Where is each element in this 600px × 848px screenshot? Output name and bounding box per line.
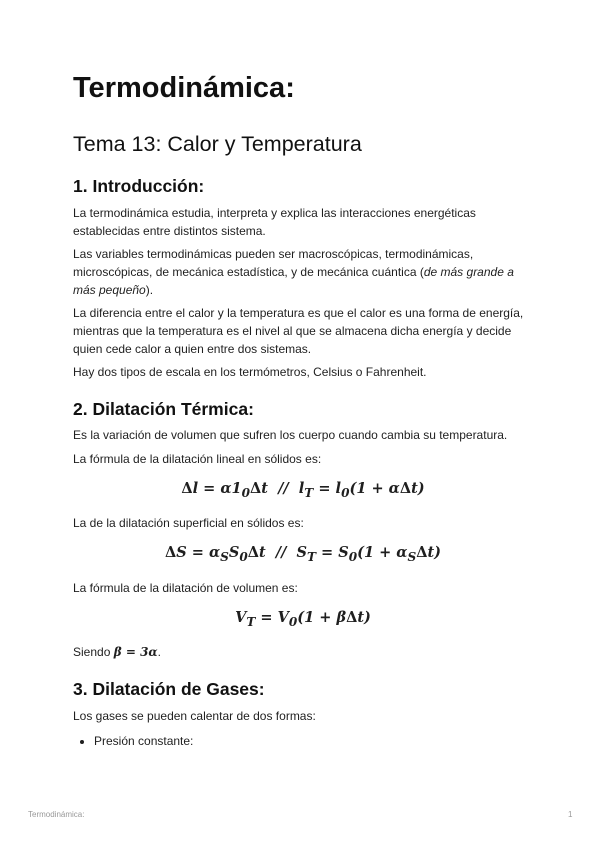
paragraph: Siendo β = 3α. [73, 645, 162, 659]
paragraph: La fórmula de la dilatación lineal en sólidos es: [73, 452, 322, 466]
list-item: • Presión constante: [94, 732, 193, 750]
bullet-list [73, 732, 193, 750]
paragraph: Es la variación de volumen que sufren los cuerpo cuando cambia su temperatura. [73, 428, 508, 442]
section-heading-dilatacion-termica: 2. Dilatación Térmica: [73, 399, 254, 419]
section-heading-dilatacion-gases: 3. Dilatación de Gases: [73, 679, 265, 699]
paragraph: Hay dos tipos de escala en los termómetros, Celsius o Fahrenheit. [73, 365, 427, 379]
paragraph: Los gases se pueden calentar de dos formas: [73, 709, 316, 723]
equation-volume-dilation: $V_T = V_0(1 + \beta\Delta t)$ [235, 609, 371, 629]
footer-page-number: 1 [568, 810, 573, 819]
paragraph: La fórmula de la dilatación de volumen es: [73, 581, 298, 595]
document-subtitle: Tema 13: Calor y Temperatura [73, 132, 362, 156]
equation-surface-dilation: $\Delta S = \alpha_SS_0\Delta t // S_T = S_0(1 + \alpha_S\Delta t)$ [164, 544, 442, 564]
paragraph: Las variables termodinámicas pueden ser macroscópicas, termodinámicas, microscópicas, de mecánica estadística, y de mecánica cuántica (de más grande a más pequeño). [73, 247, 514, 297]
paragraph: La diferencia entre el calor y la temperatura es que el calor es una forma de energía, mientras que la temperatura es el nivel al que se almacena dicha energía y decide quien cede calor a quien entre dos sistemas. [73, 306, 524, 356]
paragraph: La termodinámica estudia, interpreta y explica las interacciones energéticas establecidas entre distintos sistema. [73, 206, 476, 238]
section-heading-introduccion: 1. Introducción: [73, 176, 205, 196]
inline-math: β = 3α [113, 645, 158, 659]
document-title: Termodinámica: [73, 72, 295, 104]
paragraph: La de la dilatación superficial en sólidos es: [73, 516, 304, 530]
equation-linear-dilation: $\Delta l = \alpha 1_0\Delta t // l_T = l_0(1 + \alpha\Delta t)$ [181, 480, 425, 500]
footer-title: Termodinámica: [28, 810, 85, 819]
